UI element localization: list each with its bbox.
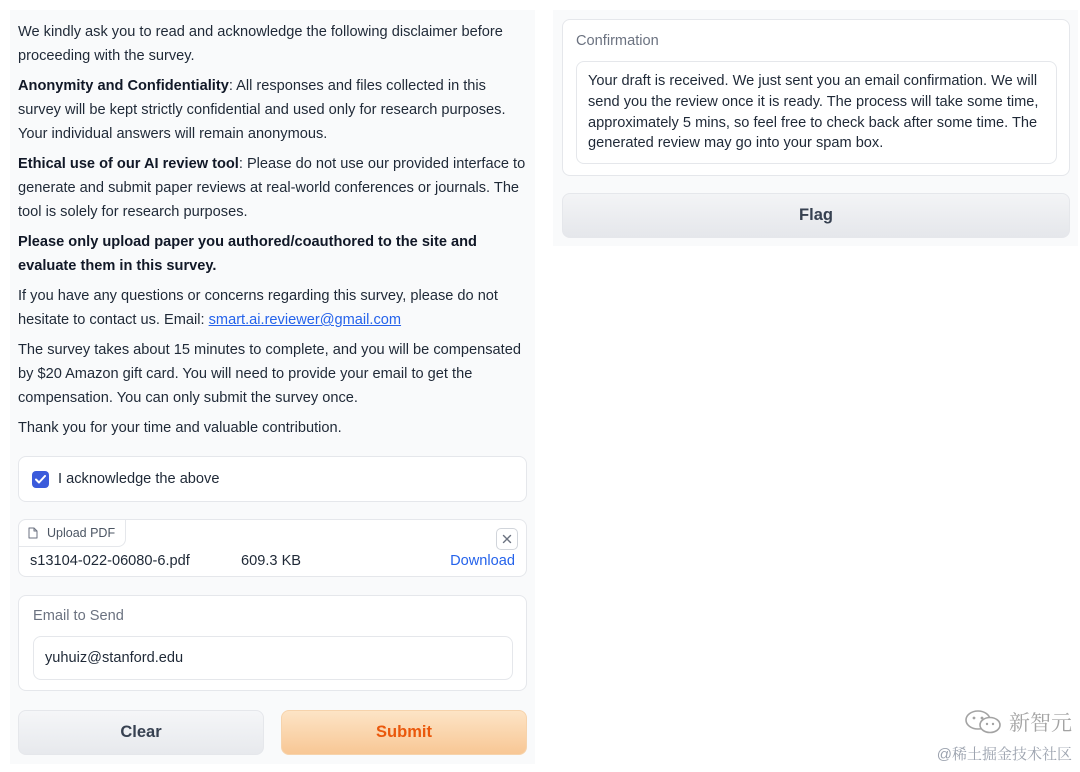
survey-form-panel bbox=[10, 10, 535, 764]
acknowledge-label: I acknowledge the above bbox=[58, 471, 220, 487]
confirmation-label: Confirmation bbox=[576, 33, 659, 49]
acknowledge-checkbox[interactable] bbox=[32, 471, 49, 488]
contact-text: If you have any questions or concerns regarding this survey, please do not hesitate to contact us. Email: bbox=[18, 288, 498, 328]
ethics-text: : Please do not use our provided interface to generate and submit paper reviews at real-world conferences or journals. The tool is solely for research purposes. bbox=[18, 156, 526, 220]
wechat-icon bbox=[963, 709, 1005, 735]
pdf-upload-field bbox=[18, 519, 527, 577]
confirmation-group bbox=[562, 19, 1070, 176]
email-field-group bbox=[18, 595, 527, 691]
disclaimer-upload-notice bbox=[18, 230, 530, 278]
watermark bbox=[937, 707, 1072, 764]
watermark-source: @稀土掘金技术社区 bbox=[936, 746, 1072, 763]
disclaimer-text bbox=[18, 20, 530, 446]
disclaimer-intro: We kindly ask you to read and acknowledge the following disclaimer before proceeding with the survey. bbox=[18, 24, 503, 64]
disclaimer-contact bbox=[18, 284, 530, 332]
disclaimer-compensation: The survey takes about 15 minutes to complete, and you will be compensated by $20 Amazon gift card. You will need to provide your email to get the compensation. You can only submit the survey once. bbox=[18, 342, 521, 406]
contact-email-link[interactable]: smart.ai.reviewer@gmail.com bbox=[208, 312, 402, 328]
remove-file-button[interactable] bbox=[496, 528, 518, 550]
anonymity-title: Anonymity and Confidentiality bbox=[18, 78, 229, 94]
disclaimer-ethics bbox=[18, 152, 530, 224]
file-icon bbox=[28, 527, 38, 539]
uploaded-file-name: s13104-022-06080-6.pdf bbox=[30, 553, 190, 569]
confirmation-message: Your draft is received. We just sent you an email confirmation. We will send you the review once it is ready. The process will take some time, approximately 5 mins, so feel free to check back after some time. The generated review may go into your spam box. bbox=[576, 61, 1057, 164]
uploaded-file-size: 609.3 KB bbox=[241, 553, 302, 569]
email-label: Email to Send bbox=[33, 608, 124, 624]
download-link[interactable]: Download bbox=[450, 553, 515, 569]
flag-button[interactable]: Flag bbox=[562, 193, 1070, 238]
disclaimer-anonymity bbox=[18, 74, 530, 146]
watermark-brand-text: 新智元 bbox=[1009, 712, 1072, 735]
close-icon bbox=[502, 534, 512, 544]
clear-button[interactable]: Clear bbox=[18, 710, 264, 755]
confirmation-panel bbox=[553, 10, 1078, 246]
upload-notice-text: Please only upload paper you authored/coauthored to the site and evaluate them in this survey. bbox=[18, 234, 477, 274]
disclaimer-thanks: Thank you for your time and valuable contribution. bbox=[18, 420, 342, 436]
email-input[interactable] bbox=[33, 636, 513, 680]
ethics-title: Ethical use of our AI review tool bbox=[18, 156, 239, 172]
acknowledge-checkbox-row[interactable] bbox=[18, 456, 527, 502]
checkmark-icon bbox=[35, 475, 46, 484]
watermark-brand bbox=[937, 707, 1072, 737]
anonymity-text: : All responses and files collected in this survey will be kept strictly confidential and used only for research purposes. Your individual answers will remain anonymous. bbox=[18, 78, 506, 142]
upload-pdf-tag bbox=[18, 519, 126, 547]
submit-button[interactable]: Submit bbox=[281, 710, 527, 755]
upload-pdf-label: Upload PDF bbox=[47, 526, 116, 540]
